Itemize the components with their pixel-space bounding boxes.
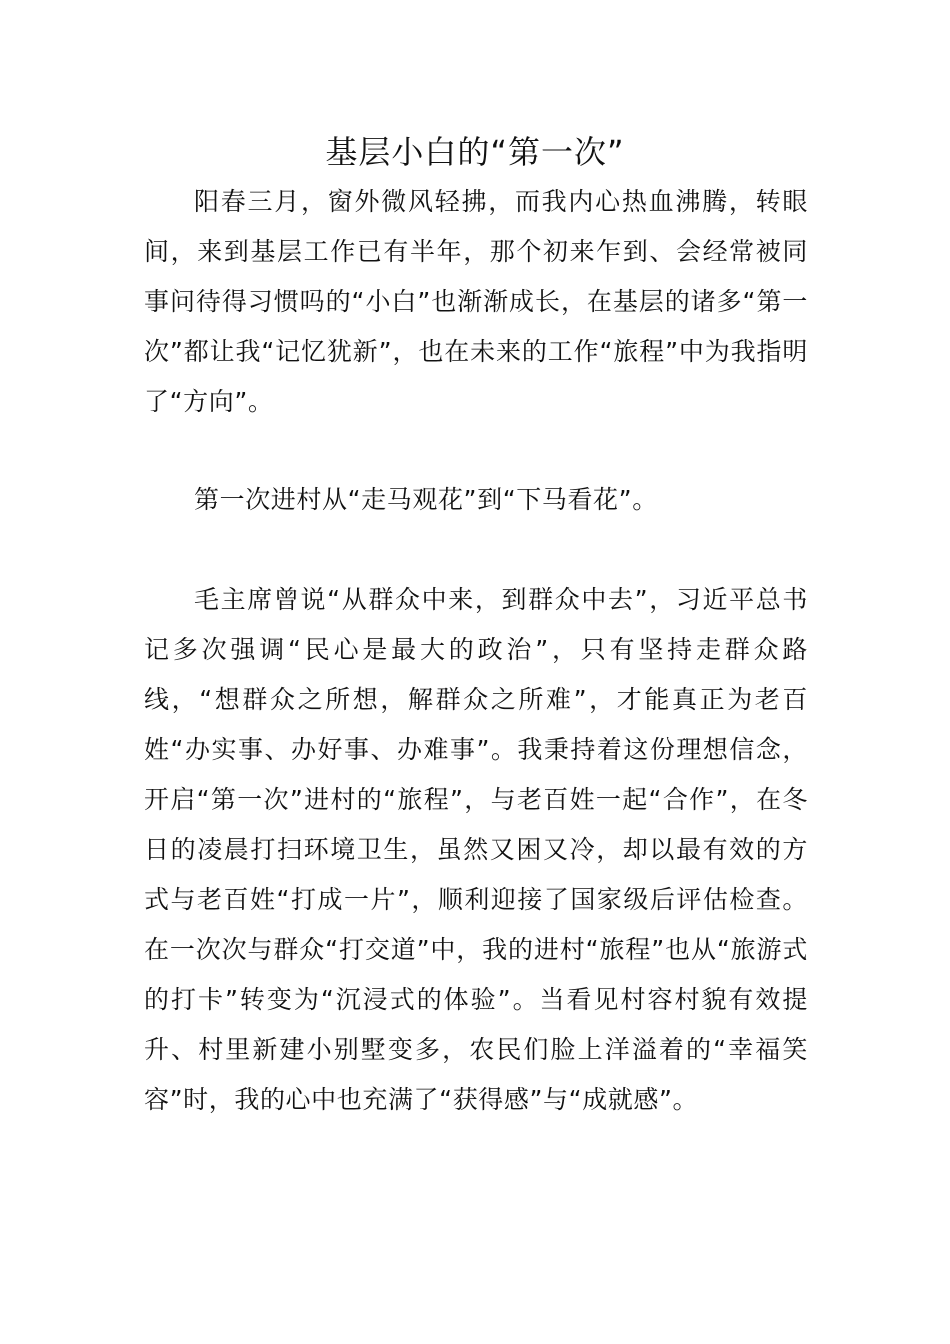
section-heading-paragraph: 第一次进村从“走马观花”到“下马看花”。 [194, 485, 658, 514]
intro-paragraph: 阳春三月，窗外微风轻拂，而我内心热血沸腾，转眼间，来到基层工作已有半年，那个初来乍到、会经常被同事问待得习惯吗的“小白”也渐渐成长，在基层的诸多“第一次”都让我“记忆犹新”，也在未来的工作“旅程”中为我指明了“方向”。 [144, 187, 808, 416]
body-paragraph: 毛主席曾说“从群众中来，到群众中去”，习近平总书记多次强调“民心是最大的政治”，只有坚持走群众路线，“想群众之所想，解群众之所难”，才能真正为老百姓“办实事、办好事、办难事”。我秉持着这份理想信念，开启“第一次”进村的“旅程”，与老百姓一起“合作”，在冬日的凌晨打扫环境卫生，虽然又困又冷，却以最有效的方式与老百姓“打成一片”，顺利迎接了国家级后评估检查。在一次次与群众“打交道”中，我的进村“旅程”也从“旅游式的打卡”转变为“沉浸式的体验”。当看见村容村貌有效提升、村里新建小别墅变多，农民们脸上洋溢着的“幸福笑容”时，我的心中也充满了“获得感”与“成就感”。 [144, 585, 808, 1114]
document-title: 基层小白的“第一次” [325, 133, 625, 171]
